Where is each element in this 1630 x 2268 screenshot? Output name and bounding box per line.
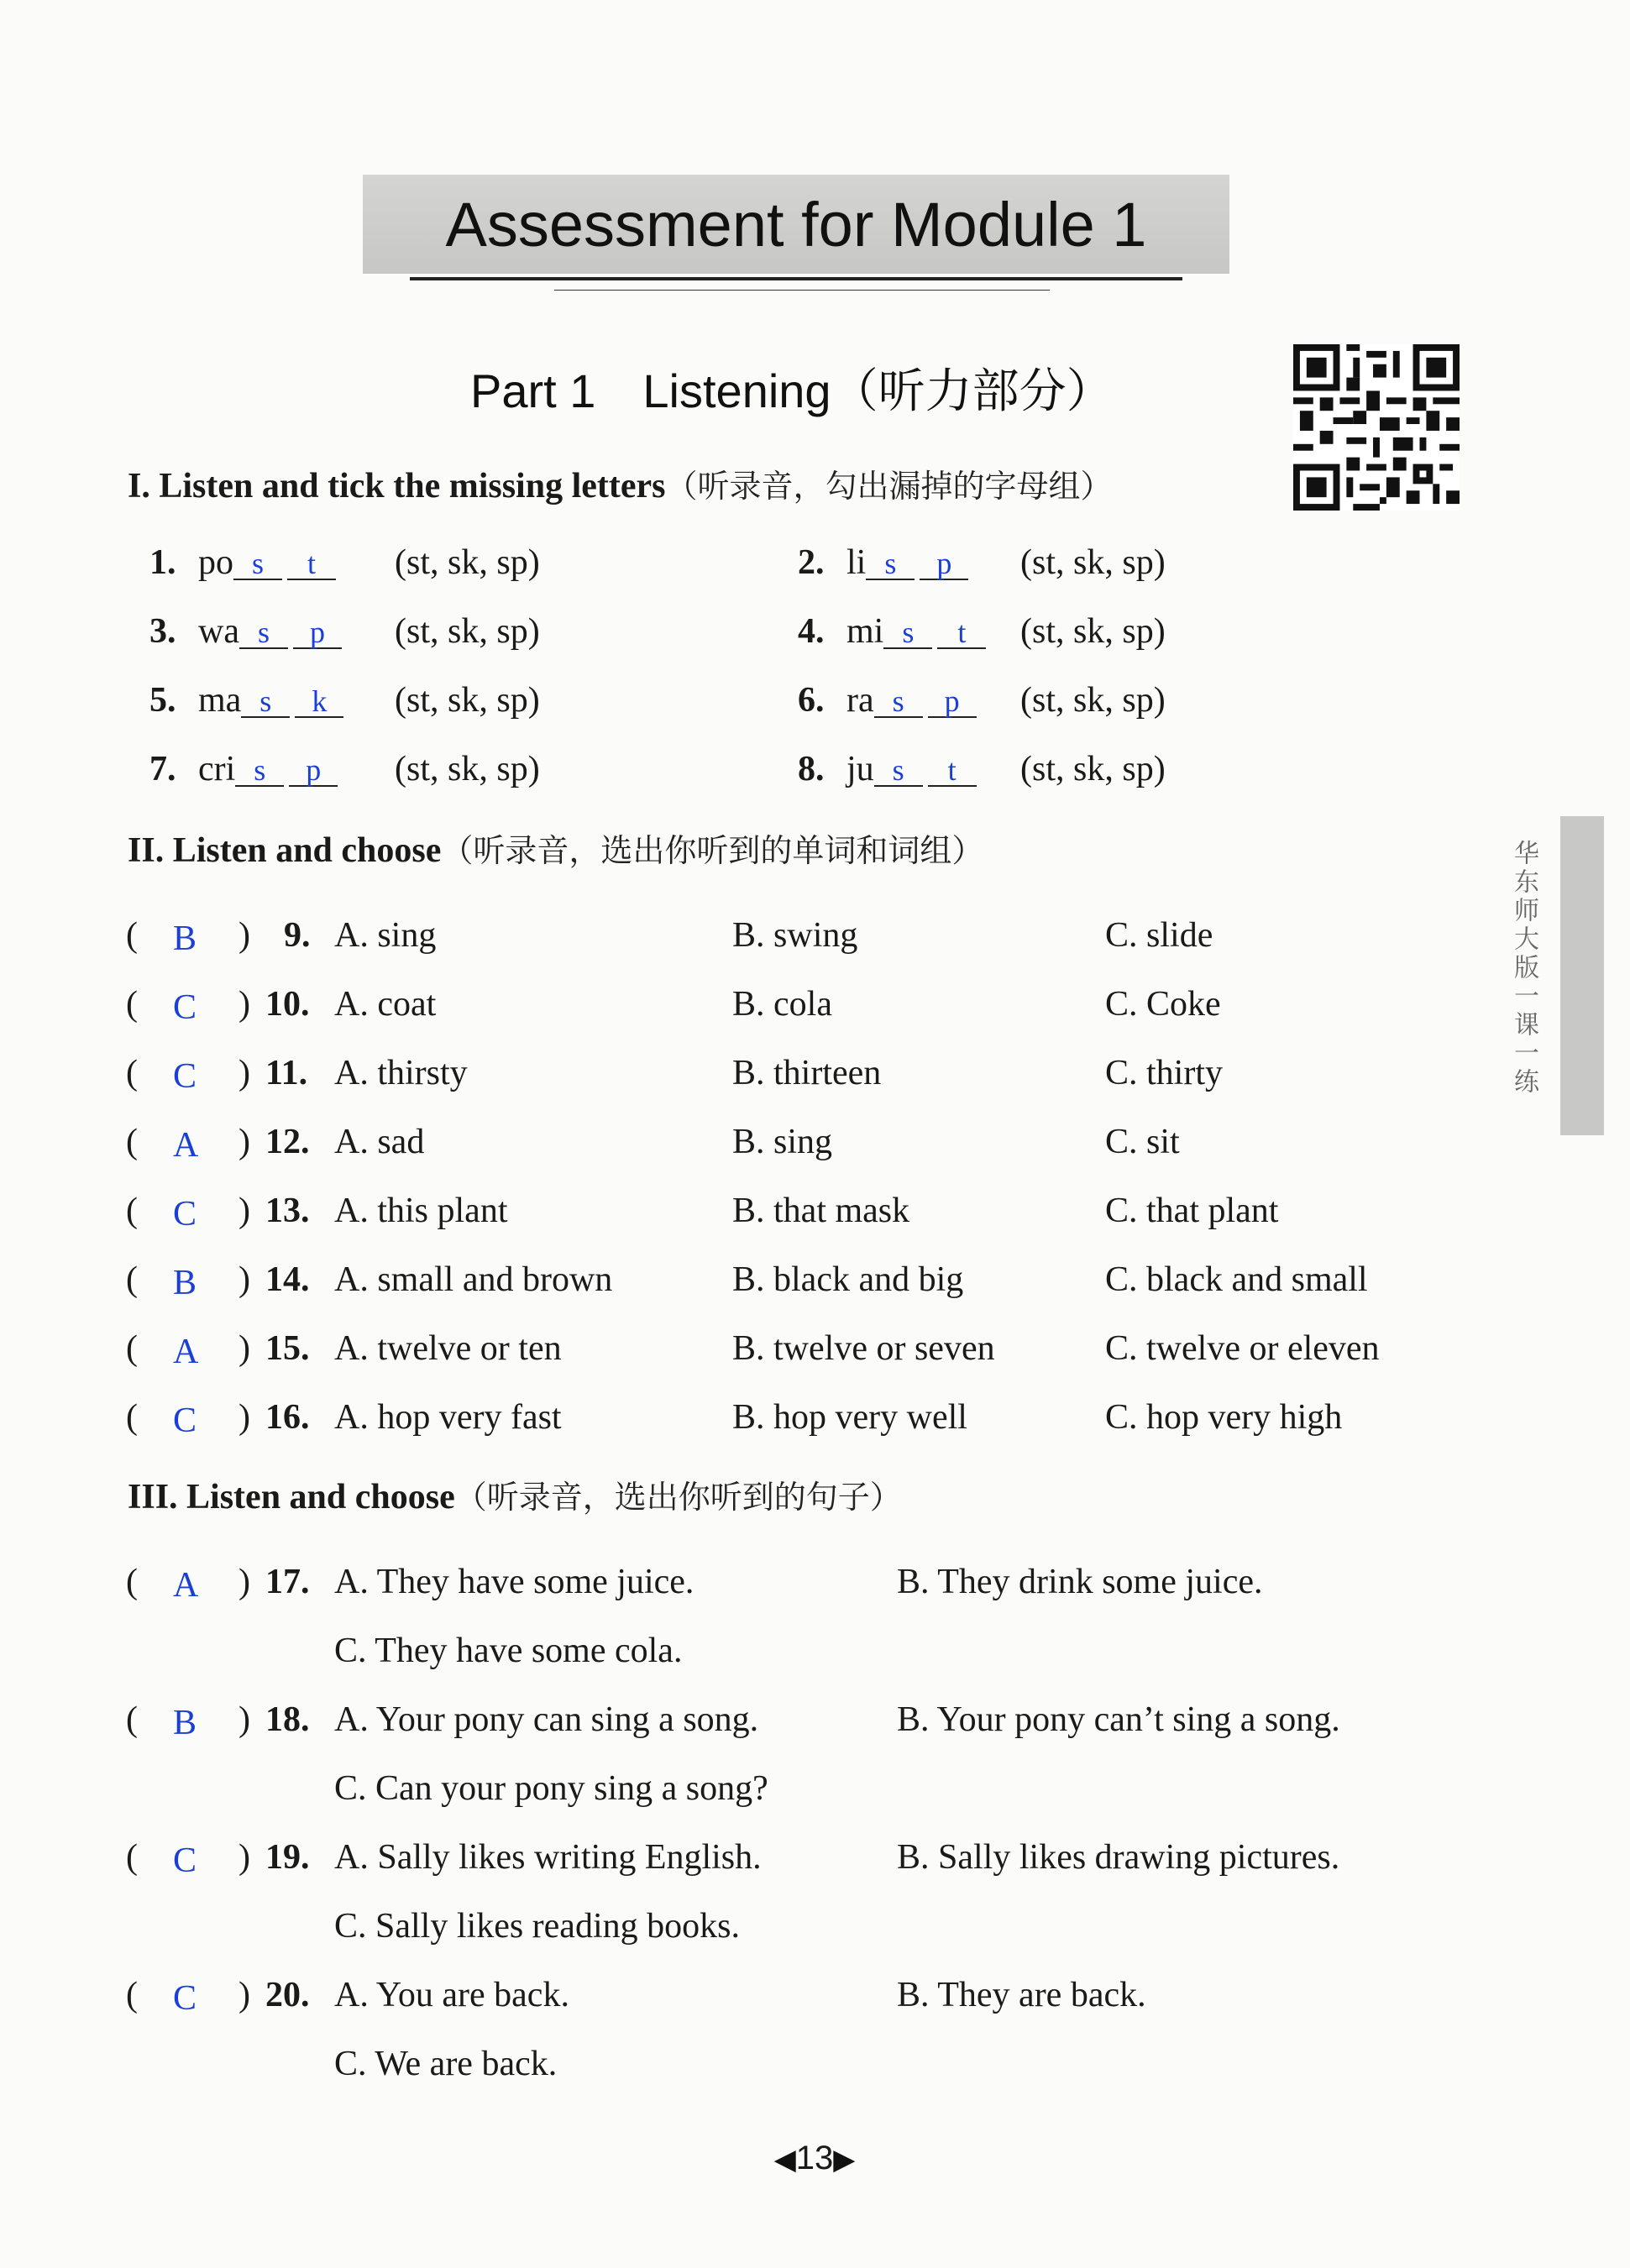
answer-paren-right: ) — [238, 1054, 250, 1092]
option-b: B. cola — [732, 985, 832, 1024]
page-number — [739, 2140, 890, 2177]
option-a: A. You are back. — [334, 1976, 569, 2014]
missing-letters-item — [149, 680, 349, 720]
letter-options: (st, sk, sp) — [395, 543, 540, 582]
option-a: A. sing — [334, 916, 437, 955]
option-b: B. twelve or seven — [732, 1329, 995, 1368]
letter-options: (st, sk, sp) — [1020, 612, 1166, 651]
answer-paren-right: ) — [238, 985, 250, 1024]
answer-blank-2[interactable]: t — [937, 617, 986, 649]
part-heading: Part 1 Listening（听力部分） — [470, 364, 1114, 417]
item-number: 7. — [149, 750, 176, 788]
answer-blank-1[interactable]: s — [874, 686, 923, 718]
triangle-right-icon: ▶ — [833, 2144, 856, 2176]
option-c: C. Sally likes reading books. — [334, 1907, 740, 1946]
answer-box[interactable]: C — [173, 988, 197, 1027]
option-b: B. swing — [732, 916, 858, 955]
option-a: A. coat — [334, 985, 437, 1024]
item-number: 16. — [265, 1398, 310, 1437]
answer-paren-right: ) — [238, 1123, 250, 1161]
answer-box[interactable]: A — [173, 1126, 199, 1165]
answer-blank-2[interactable]: p — [928, 686, 977, 718]
option-b: B. They are back. — [897, 1976, 1146, 2014]
answer-blank-2[interactable]: p — [920, 548, 968, 580]
option-c: C. Coke — [1105, 985, 1221, 1024]
letter-options: (st, sk, sp) — [1020, 750, 1166, 788]
answer-box[interactable]: C — [173, 1841, 197, 1880]
answer-paren-left: ( — [126, 1329, 138, 1368]
option-c: C. slide — [1105, 916, 1213, 955]
option-b: B. They drink some juice. — [897, 1563, 1263, 1601]
option-a: A. twelve or ten — [334, 1329, 562, 1368]
word-prefix: li — [846, 543, 867, 582]
item-number: 2. — [798, 543, 825, 582]
answer-paren-left: ( — [126, 916, 138, 955]
answer-paren-right: ) — [238, 1192, 250, 1230]
word-prefix: ra — [846, 681, 874, 720]
option-a: A. They have some juice. — [334, 1563, 694, 1601]
answer-paren-right: ) — [238, 916, 250, 955]
item-number: 9. — [284, 916, 311, 955]
missing-letters-item — [149, 611, 347, 652]
answer-paren-left: ( — [126, 985, 138, 1024]
section1-heading — [128, 460, 1113, 506]
option-c: C. hop very high — [1105, 1398, 1343, 1437]
answer-paren-right: ) — [238, 1838, 250, 1877]
answer-box[interactable]: C — [173, 1401, 197, 1440]
section1-heading-en: I. Listen and tick the missing letters — [128, 467, 666, 505]
answer-box[interactable]: B — [173, 1264, 197, 1302]
answer-blank-2[interactable]: p — [293, 617, 342, 649]
option-a: A. Your pony can sing a song. — [334, 1700, 759, 1739]
answer-box[interactable]: A — [173, 1333, 199, 1371]
word-prefix: wa — [198, 612, 239, 651]
answer-blank-1[interactable]: s — [883, 617, 932, 649]
answer-box[interactable]: C — [173, 1979, 197, 2018]
section2-heading — [128, 825, 983, 871]
answer-paren-right: ) — [238, 1563, 250, 1601]
answer-paren-left: ( — [126, 1192, 138, 1230]
answer-box[interactable]: C — [173, 1195, 197, 1234]
option-b: B. Sally likes drawing pictures. — [897, 1838, 1340, 1877]
option-b: B. black and big — [732, 1260, 964, 1299]
answer-paren-left: ( — [126, 1260, 138, 1299]
section1-heading-zh: （听录音，勾出漏掉的字母组） — [665, 468, 1113, 505]
missing-letters-item — [149, 542, 341, 583]
missing-letters-item — [149, 749, 343, 789]
side-tab-text: 华东师大版一课一练 — [1509, 840, 1538, 1097]
section3-heading-zh: （听录音，选出你听到的句子） — [454, 1479, 902, 1516]
item-number: 13. — [265, 1192, 310, 1230]
item-number: 3. — [149, 612, 176, 651]
option-b: B. Your pony can’t sing a song. — [897, 1700, 1340, 1739]
answer-blank-1[interactable]: s — [235, 755, 284, 787]
word-prefix: ju — [846, 750, 874, 788]
title-underline-thin — [554, 290, 1050, 291]
option-c: C. black and small — [1105, 1260, 1368, 1299]
item-number: 12. — [265, 1123, 310, 1161]
item-number: 18. — [265, 1700, 310, 1739]
item-number: 17. — [265, 1563, 310, 1601]
option-c: C. We are back. — [334, 2045, 558, 2083]
missing-letters-item — [798, 749, 982, 789]
option-a: A. thirsty — [334, 1054, 468, 1092]
answer-paren-right: ) — [238, 1329, 250, 1368]
item-number: 8. — [798, 750, 825, 788]
section3-heading-en: III. Listen and choose — [128, 1478, 455, 1516]
answer-blank-2[interactable]: k — [295, 686, 343, 718]
option-a: A. sad — [334, 1123, 425, 1161]
answer-blank-2[interactable]: t — [287, 548, 336, 580]
item-number: 15. — [265, 1329, 310, 1368]
side-tab — [1560, 816, 1604, 1135]
answer-blank-2[interactable]: p — [289, 755, 338, 787]
letter-options: (st, sk, sp) — [395, 612, 540, 651]
section2-heading-en: II. Listen and choose — [128, 831, 442, 870]
answer-paren-left: ( — [126, 1054, 138, 1092]
option-b: B. that mask — [732, 1192, 910, 1230]
answer-paren-right: ) — [238, 1398, 250, 1437]
triangle-left-icon: ◀ — [773, 2144, 796, 2176]
title-underline — [410, 277, 1182, 280]
item-number: 19. — [265, 1838, 310, 1877]
option-b: B. thirteen — [732, 1054, 882, 1092]
missing-letters-item — [798, 611, 991, 652]
answer-box[interactable]: A — [173, 1566, 199, 1605]
item-number: 11. — [265, 1054, 308, 1092]
option-c: C. sit — [1105, 1123, 1180, 1161]
missing-letters-item — [798, 542, 973, 583]
item-number: 20. — [265, 1976, 310, 2014]
answer-paren-left: ( — [126, 1563, 138, 1601]
letter-options: (st, sk, sp) — [1020, 681, 1166, 720]
answer-paren-right: ) — [238, 1700, 250, 1739]
answer-paren-left: ( — [126, 1838, 138, 1877]
item-number: 4. — [798, 612, 825, 651]
qr-code-icon[interactable] — [1293, 344, 1460, 511]
option-b: B. sing — [732, 1123, 833, 1161]
word-prefix: mi — [846, 612, 884, 651]
answer-paren-left: ( — [126, 1976, 138, 2014]
item-number: 6. — [798, 681, 825, 720]
answer-box[interactable]: B — [173, 919, 197, 958]
answer-paren-left: ( — [126, 1700, 138, 1739]
item-number: 10. — [265, 985, 310, 1024]
page-number-value: 13 — [795, 2140, 834, 2176]
section3-heading — [128, 1471, 902, 1517]
option-a: A. Sally likes writing English. — [334, 1838, 762, 1877]
word-prefix: po — [198, 543, 233, 582]
answer-blank-1[interactable]: s — [866, 548, 915, 580]
answer-blank-2[interactable]: t — [928, 755, 977, 787]
answer-blank-1[interactable]: s — [241, 686, 290, 718]
option-a: A. small and brown — [334, 1260, 613, 1299]
answer-blank-1[interactable]: s — [874, 755, 923, 787]
option-c: C. that plant — [1105, 1192, 1279, 1230]
letter-options: (st, sk, sp) — [1020, 543, 1166, 582]
section2-heading-zh: （听录音，选出你听到的单词和词组） — [441, 832, 984, 869]
answer-blank-1[interactable]: s — [239, 617, 288, 649]
option-b: B. hop very well — [732, 1398, 967, 1437]
page-title: Assessment for Module 1 — [445, 189, 1147, 259]
answer-paren-right: ) — [238, 1260, 250, 1299]
answer-blank-1[interactable]: s — [233, 548, 282, 580]
option-a: A. this plant — [334, 1192, 508, 1230]
option-c: C. Can your pony sing a song? — [334, 1769, 768, 1808]
letter-options: (st, sk, sp) — [395, 750, 540, 788]
item-number: 14. — [265, 1260, 310, 1299]
option-a: A. hop very fast — [334, 1398, 562, 1437]
option-c: C. twelve or eleven — [1105, 1329, 1380, 1368]
missing-letters-item — [798, 680, 982, 720]
answer-paren-left: ( — [126, 1123, 138, 1161]
option-c: C. They have some cola. — [334, 1632, 683, 1670]
answer-box[interactable]: B — [173, 1704, 197, 1742]
option-c: C. thirty — [1105, 1054, 1224, 1092]
word-prefix: cri — [198, 750, 236, 788]
item-number: 5. — [149, 681, 176, 720]
letter-options: (st, sk, sp) — [395, 681, 540, 720]
item-number: 1. — [149, 543, 176, 582]
answer-paren-left: ( — [126, 1398, 138, 1437]
word-prefix: ma — [198, 681, 242, 720]
answer-paren-right: ) — [238, 1976, 250, 2014]
answer-box[interactable]: C — [173, 1057, 197, 1096]
